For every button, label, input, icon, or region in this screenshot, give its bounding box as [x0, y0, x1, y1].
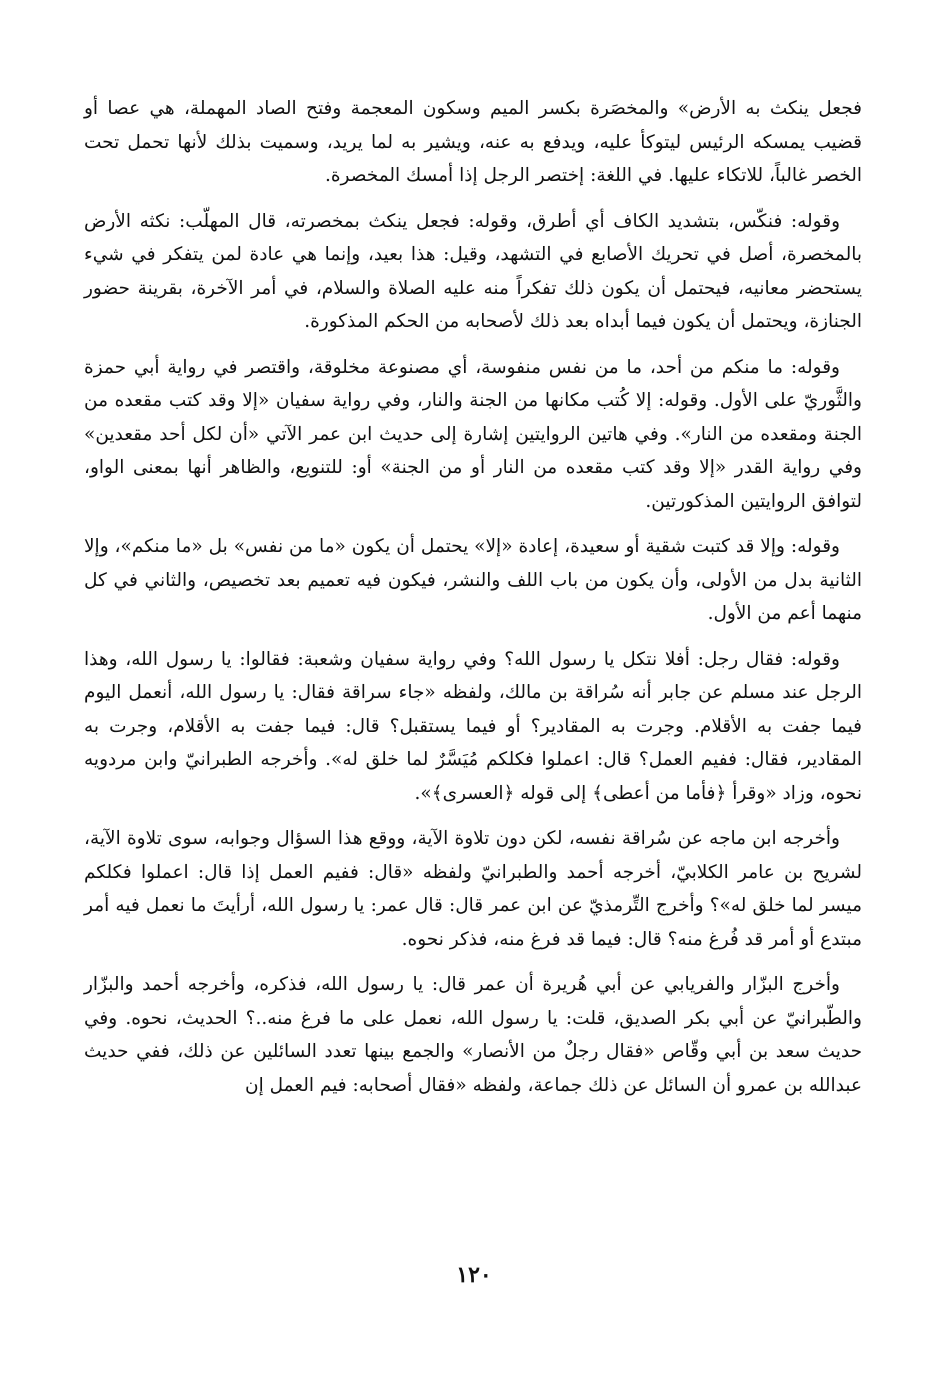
paragraph-6: وأخرجه ابن ماجه عن سُراقة نفسه، لكن دون تلاوة الآية، ووقع هذا السؤال وجوابه، سوى تلاوة الآية، لشريح بن عامر الكلابيّ، أخرجه أحمد والطبرانيّ ولفظه «قال: ففيم العمل إذا قال: اعملوا فكلكم ميسر لما خلق له»؟ وأخرج التِّرمذيّ عن ابن عمر قال: قال عمر: يا رسول الله، أرأيتَ ما نعمل فيه أمر مبتدع أو أمر قد فُرغ منه؟ قال: فيما قد فرغ منه، فذكر نحوه.	[84, 828, 862, 950]
paragraph-3: وقوله: ما منكم من أحد، ما من نفس منفوسة، أي مصنوعة مخلوقة، واقتصر في رواية أبي حمزة والثَّوريّ على الأول. وقوله: إلا كُتب مكانها من الجنة والنار، وفي رواية سفيان «إلا وقد كتب مقعده من الجنة ومقعده من النار». وفي هاتين الروايتين إشارة إلى حديث ابن عمر الآتي «أن لكل أحد مقعدين» وفي رواية القدر «إلا وقد كتب مقعده من النار أو من الجنة» أو: للتنويع، والظاهر أنها بمعنى الواو، لتوافق الروايتين المذكورتين.	[84, 356, 862, 512]
paragraph-7: وأخرج البزّار والفريابي عن أبي هُريرة أن عمر قال: يا رسول الله، فذكره، وأخرجه أحمد والبزّار والطّبرانيّ عن أبي بكر الصديق، قلت: يا رسول الله، نعمل على ما فرغ منه..؟ الحديث، نحوه. وفي حديث سعد بن أبي وقّاص «فقال رجلٌ من الأنصار» والجمع بينها تعدد السائلين عن ذلك، ففي حديث عبدالله بن عمرو أن السائل عن ذلك جماعة، ولفظه «فقال أصحابه: فيم العمل إن	[84, 974, 862, 1096]
paragraph-5: وقوله: فقال رجل: أفلا نتكل يا رسول الله؟ وفي رواية سفيان وشعبة: فقالوا: يا رسول الله، وهذا الرجل عند مسلم عن جابر أنه سُراقة بن مالك، ولفظه «جاء سراقة فقال: يا رسول الله، أنعمل اليوم فيما جفت به الأقلام. وجرت به المقادير؟ أو فيما يستقبل؟ قال: فيما جفت به الأقلام، وجرت به المقادير، فقال: ففيم العمل؟ قال: اعملوا فكلكم مُيَسَّرٌ لما خلق له». وأخرجه الطبرانيّ وابن مردويه نحوه، وزاد «وقرأ ﴿فأما من أعطى﴾ إلى قوله ﴿العسرى﴾».	[84, 648, 862, 804]
paragraph-1: فجعل ينكث به الأرض» والمخصَرة بكسر الميم وسكون المعجمة وفتح الصاد المهملة، هي عصا أو قضيب يمسكه الرئيس ليتوكأ عليه، ويدفع به عنه، ويشير به لما يريد، وسميت بذلك لأنها تحمل تحت الخصر غالباً، للاتكاء عليها. في اللغة: إختصر الرجل إذا أمسك المخصرة.	[84, 98, 862, 186]
paragraph-4: وقوله: وإلا قد كتبت شقية أو سعيدة، إعادة «إلا» يحتمل أن يكون «ما من نفس» بل «ما منكم»، وإلا الثانية بدل من الأولى، وأن يكون من باب اللف والنشر، فيكون فيه تعميم بعد تخصيص، والثاني في كل منهما أعم من الأول.	[84, 536, 862, 624]
paragraph-2: وقوله: فنكّس، بتشديد الكاف أي أطرق، وقوله: فجعل ينكث بمخصرته، قال المهلّب: نكثه الأرض بالمخصرة، أصل في تحريك الأصابع في التشهد، وقيل: هذا بعيد، وإنما هي عادة لمن يتفكر في شيء يستحضر معانيه، فيحتمل أن يكون ذلك تفكراً منه عليه الصلاة والسلام، في أمر الآخرة، بقرينة حضور الجنازة، ويحتمل أن يكون فيما أبداه بعد ذلك لأصحابه من الحكم المذكورة.	[84, 210, 862, 332]
page-number: ١٢٠	[456, 1262, 492, 1288]
page-text	[84, 92, 862, 1114]
